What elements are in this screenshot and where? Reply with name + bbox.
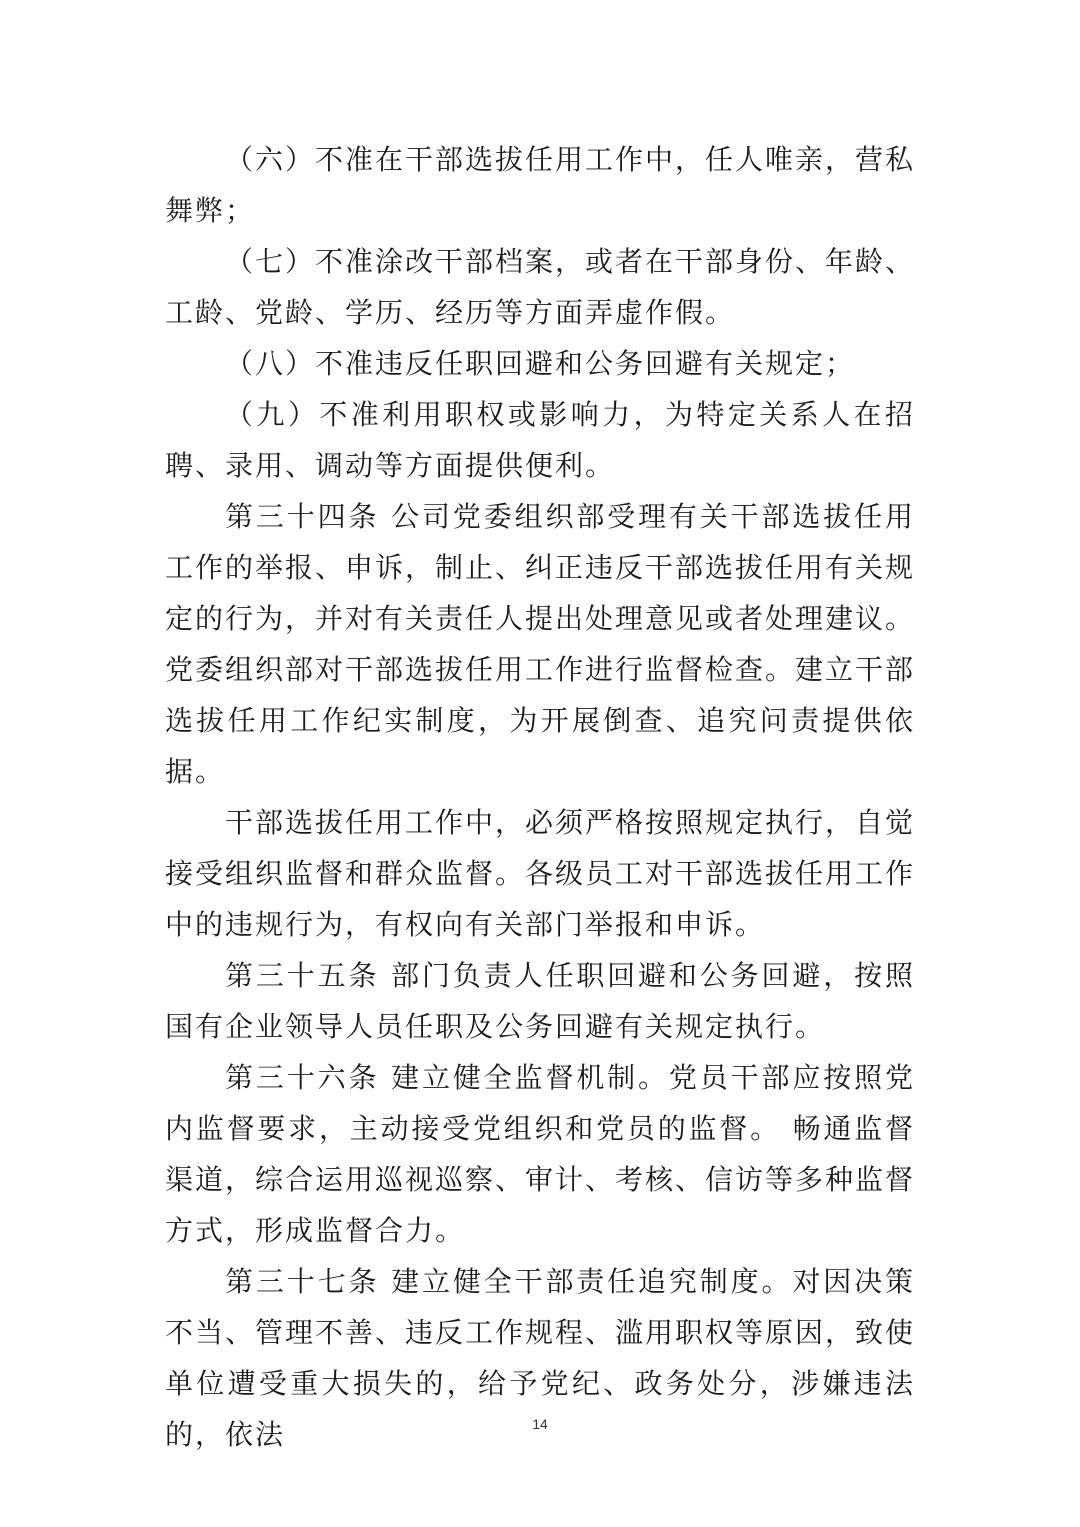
paragraph-article-36: 第三十六条 建立健全监督机制。党员干部应按照党内监督要求，主动接受党组织和党员的监督。 畅通监督渠道，综合运用巡视巡察、审计、考核、信访等多种监督方式，形成监督合力。 <box>165 1061 916 1247</box>
paragraph-article-34-supplement: 干部选拔任用工作中，必须严格按照规定执行，自觉接受组织监督和群众监督。各级员工对干部选拔任用工作中的违规行为，有权向有关部门举报和申诉。 <box>165 806 916 941</box>
document-body <box>165 134 915 1460</box>
paragraph-item-7: （七）不准涂改干部档案，或者在干部身份、年龄、工龄、党龄、学历、经历等方面弄虚作假。 <box>165 245 916 329</box>
paragraph-article-37: 第三十七条 建立健全干部责任追究制度。对因决策不当、管理不善、违反工作规程、滥用职权等原因，致使单位遭受重大损失的，给予党纪、政务处分，涉嫌违法的，依法 <box>165 1265 916 1451</box>
paragraph-item-9: （九）不准利用职权或影响力，为特定关系人在招聘、录用、调动等方面提供便利。 <box>165 398 915 482</box>
paragraph-item-6: （六）不准在干部选拔任用工作中，任人唯亲，营私舞弊； <box>165 143 916 227</box>
page-number: 14 <box>532 1416 548 1432</box>
paragraph-article-35: 第三十五条 部门负责人任职回避和公务回避，按照国有企业领导人员任职及公务回避有关规定执行。 <box>165 959 915 1043</box>
paragraph-item-8: （八）不准违反任职回避和公务回避有关规定； <box>225 347 856 380</box>
paragraph-article-34: 第三十四条 公司党委组织部受理有关干部选拔任用工作的举报、申诉，制止、纠正违反干部选拔任用有关规定的行为，并对有关责任人提出处理意见或者处理建议。党委组织部对干部选拔任用工作进行监督检查。建立干部选拔任用工作纪实制度，为开展倒查、追究问责提供依据。 <box>165 500 916 788</box>
